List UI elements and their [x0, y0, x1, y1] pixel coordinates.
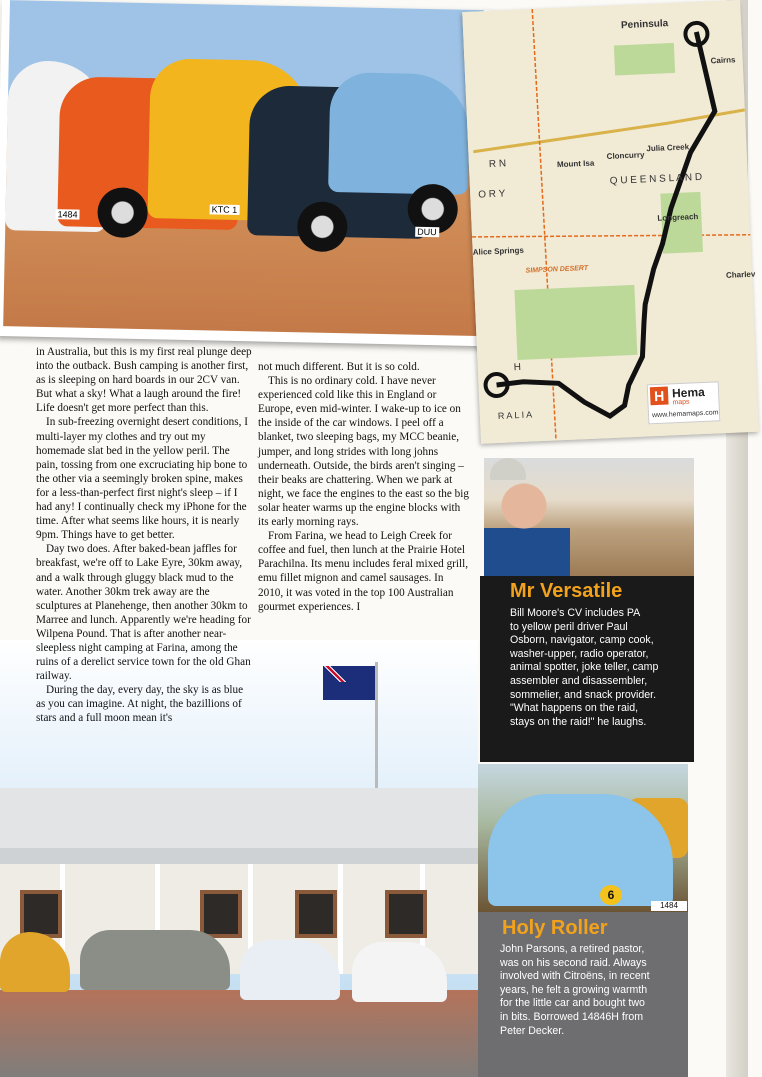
- sidebar-mr-versatile: [480, 576, 694, 762]
- sidebar-title: Holy Roller: [502, 917, 608, 939]
- car-grey: [80, 930, 230, 990]
- map-label-simpson-desert: SIMPSON DESERT: [525, 264, 589, 275]
- map-label-cairns: Cairns: [710, 55, 736, 66]
- plate-mid: KTC 1: [211, 204, 238, 215]
- map-label-peninsula: Peninsula: [620, 18, 669, 32]
- man-portrait: [484, 478, 570, 576]
- article-column-1: [36, 345, 252, 726]
- car-white: [352, 942, 447, 1002]
- car-yellow-van: [0, 932, 70, 992]
- photo-john-parsons: [478, 764, 688, 912]
- map-label-charleville: Charlev: [725, 269, 756, 280]
- hat: [490, 458, 526, 480]
- map-label-queensland: Q U E E N S L A N D: [609, 171, 703, 187]
- hema-maps-logo: [647, 381, 721, 424]
- map-label-mount-isa: Mount Isa: [556, 158, 595, 170]
- map-graphic: [462, 0, 759, 444]
- hema-logo-sub: maps: [672, 398, 690, 407]
- hotel-verandah: [0, 848, 478, 864]
- map-label-territory: O R Y: [478, 188, 506, 201]
- paragraph: This is no ordinary cold. I have never experienced cold like this in England or Europe, even mid-winter. I wake-up to ice on the inside of the car windows. I peel off a blanket, two sleeping bags, my MCC beanie, jumper, and long strides with long johns underneath. Outside, the birds aren't singing – their beaks are chattering. When we park at night, we face the engines to the east so the big solar heater warms up the engine blocks with its early morning rays.: [258, 375, 469, 529]
- car-light-blue: [488, 794, 673, 906]
- hotel-wall: [0, 864, 478, 974]
- sidebar-text: John Parsons, a retired pastor, was on his second raid. Always involved with Citroëns, in recent years, he felt a growing warmth for the little car and bought two in bits. Borrowed 14846H from Peter Decker.: [500, 943, 650, 1037]
- paragraph: From Farina, we head to Leigh Creek for coffee and fuel, then lunch at the Prairie Hotel Parachilna. Its menu includes feral mixed grill, emu fillet mignon and camel sausages. In 2010, it was voted in the top 100 Australian gourmet experiences. I: [258, 530, 469, 613]
- flagpole: [375, 662, 378, 837]
- hotel-window: [385, 890, 427, 938]
- paragraph: not much different. But it is so cold.: [258, 361, 420, 373]
- car-plate: 1484: [651, 901, 687, 911]
- map-label-rn: R N: [488, 158, 507, 171]
- paragraph: in Australia, but this is my first real plunge deep into the outback. Bush camping is another first, as is sleeping on hard boards in our 2CV van. But what a sky! What a laugh around the fire! Life doesn't get more perfect than this.: [36, 346, 252, 415]
- photo-cars-group: [0, 0, 492, 346]
- sidebar-text: Bill Moore's CV includes PA to yellow peril driver Paul Osborn, navigator, camp cook, washer-upper, radio operator, animal spotter, joke teller, camp assembler and disassembler, sommelier, and snack provider. "What happens on the raid, stays on the raid!" he laughs.: [510, 607, 659, 728]
- article-column-2: [258, 360, 470, 614]
- car-blue-white: [240, 940, 340, 1000]
- map-label-cloncurry: Cloncurry: [606, 150, 645, 161]
- map-label-julia-creek: Julia Creek: [646, 142, 690, 154]
- hotel-roof: [0, 788, 478, 851]
- plate-right: DUU: [417, 226, 437, 238]
- car-number-badge: 6: [600, 885, 622, 905]
- map-label-alice-springs: Alice Springs: [472, 245, 525, 257]
- australian-flag-icon: [323, 666, 375, 700]
- verandah-post: [60, 864, 65, 974]
- sidebar-holy-roller: [478, 912, 688, 1077]
- car-blue: [328, 72, 470, 195]
- hema-url: www.hemamaps.com: [651, 409, 719, 420]
- paragraph: Day two does. After baked-bean jaffles for breakfast, we're off to Lake Eyre, 30km away, and a walk through gluggy black mud to the water. Another 30km trek away are the sculptures at Planehenge, then another 30km to Marree and lunch. Apparently we're heading for Wilpena Pound. That is after another near-sleepless night camping at Farina, among the ruins of a derelict service town for the old Ghan railway.: [36, 543, 251, 683]
- hotel-window: [20, 890, 62, 938]
- verandah-post: [338, 864, 343, 974]
- route-map: [462, 0, 759, 444]
- hotel-building: [0, 788, 478, 998]
- map-label-south-australia: R A L I A: [497, 409, 533, 421]
- paragraph: During the day, every day, the sky is as blue as you can imagine. At night, the bazillions of stars and a full moon mean it's: [36, 684, 244, 725]
- photo-bill-moore: [484, 458, 694, 576]
- map-label-longreach: Longreach: [657, 212, 699, 223]
- plate-left: 1484: [57, 209, 78, 220]
- hotel-window: [295, 890, 337, 938]
- road: [0, 990, 478, 1077]
- paragraph: In sub-freezing overnight desert conditions, I multi-layer my clothes and try out my homemade slat bed in the yellow peril. The pain, tossing from one excruciating hip bone to the other via a seemingly broken spine, makes for a less-than-perfect first night's sleep – if I had any! I continually check my iPhone for the time. After what seems like hours, it is nearly 9pm. Things have to get better.: [36, 416, 248, 542]
- hotel-window: [200, 890, 242, 938]
- verandah-post: [248, 864, 253, 974]
- verandah-post: [155, 864, 160, 974]
- map-label-h: H: [513, 361, 522, 374]
- verandah-post: [420, 864, 425, 974]
- hema-h-icon: H: [650, 387, 669, 406]
- sidebar-title: Mr Versatile: [510, 580, 623, 602]
- hema-logo-name: Hema: [671, 384, 706, 401]
